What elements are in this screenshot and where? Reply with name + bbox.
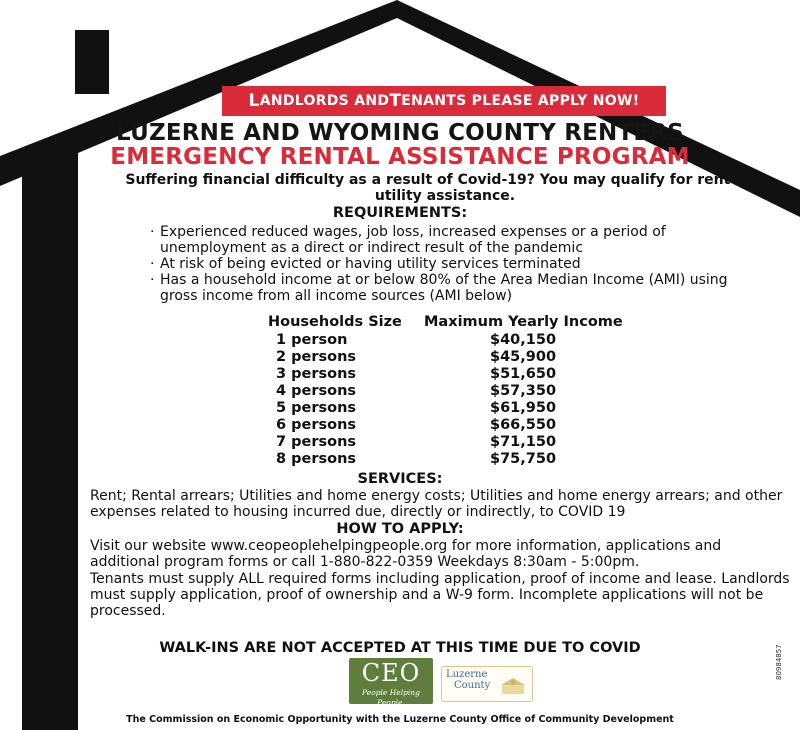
requirements-list <box>143 224 743 304</box>
household-size-header: Households Size <box>268 314 402 330</box>
title-line-2: EMERGENCY RENTAL ASSISTANCE PROGRAM <box>110 144 690 170</box>
supply-requirements-text: Tenants must supply ALL required forms including application, proof of income and lease. Landlords must supply application, proof of ownership and a W-9 form. Incomplete applications will not be processed. <box>90 571 790 619</box>
table-row: 3 persons $51,650 <box>276 366 557 382</box>
walkins-notice: WALK-INS ARE NOT ACCEPTED AT THIS TIME DUE TO COVID <box>159 640 641 656</box>
requirements-heading: REQUIREMENTS: <box>332 205 468 221</box>
table-row: 6 persons $66,550 <box>276 417 557 433</box>
luzerne-county-logo: Luzerne County <box>441 666 533 702</box>
intro-text: Suffering financial difficulty as a result of Covid-19? You may qualify for rent and utility assistance. <box>125 172 765 204</box>
ad-id: 80984857 <box>775 644 783 680</box>
table-row: 1 person $40,150 <box>276 332 557 348</box>
table-row: 2 persons $45,900 <box>276 349 557 365</box>
income-table <box>250 314 630 468</box>
income-table-header <box>250 314 630 332</box>
footer-credit: The Commission on Economic Opportunity with the Luzerne County Office of Community Development <box>126 714 674 725</box>
table-row: 8 persons $75,750 <box>276 451 557 467</box>
title-line-1: LUZERNE AND WYOMING COUNTY RENTERS <box>116 120 684 146</box>
requirement-item: · Has a household income at or below 80% of the Area Median Income (AMI) using gross income from all income sources (AMI below) <box>150 272 728 304</box>
how-to-apply-text: Visit our website www.ceopeoplehelpingpeople.org for more information, applications and additional program forms or call 1-880-822-0359 Weekdays 8:30am - 5:00pm. <box>90 538 722 570</box>
table-row: 4 persons $57,350 <box>276 383 557 399</box>
apply-now-banner: L ANDLORDS AND T ENANTS PLEASE APPLY NOW! <box>222 86 666 116</box>
table-row: 7 persons $71,150 <box>276 434 557 450</box>
services-heading: SERVICES: <box>357 471 443 487</box>
max-income-header: Maximum Yearly Income <box>424 314 623 330</box>
ceo-logo: CEO People Helping People. <box>349 658 433 704</box>
table-row: 5 persons $61,950 <box>276 400 557 416</box>
requirement-item: · Experienced reduced wages, job loss, increased expenses or a period of unemployment as a direct or indirect result of the pandemic <box>150 224 666 256</box>
requirement-item: · At risk of being evicted or having utility services terminated <box>150 256 581 272</box>
courthouse-icon <box>500 677 526 695</box>
services-text: Rent; Rental arrears; Utilities and home energy costs; Utilities and home energy arrears; and other expenses related to housing incurred due, directly or indirectly, to COVID 19 <box>90 488 783 520</box>
how-to-apply-heading: HOW TO APPLY: <box>336 521 464 537</box>
